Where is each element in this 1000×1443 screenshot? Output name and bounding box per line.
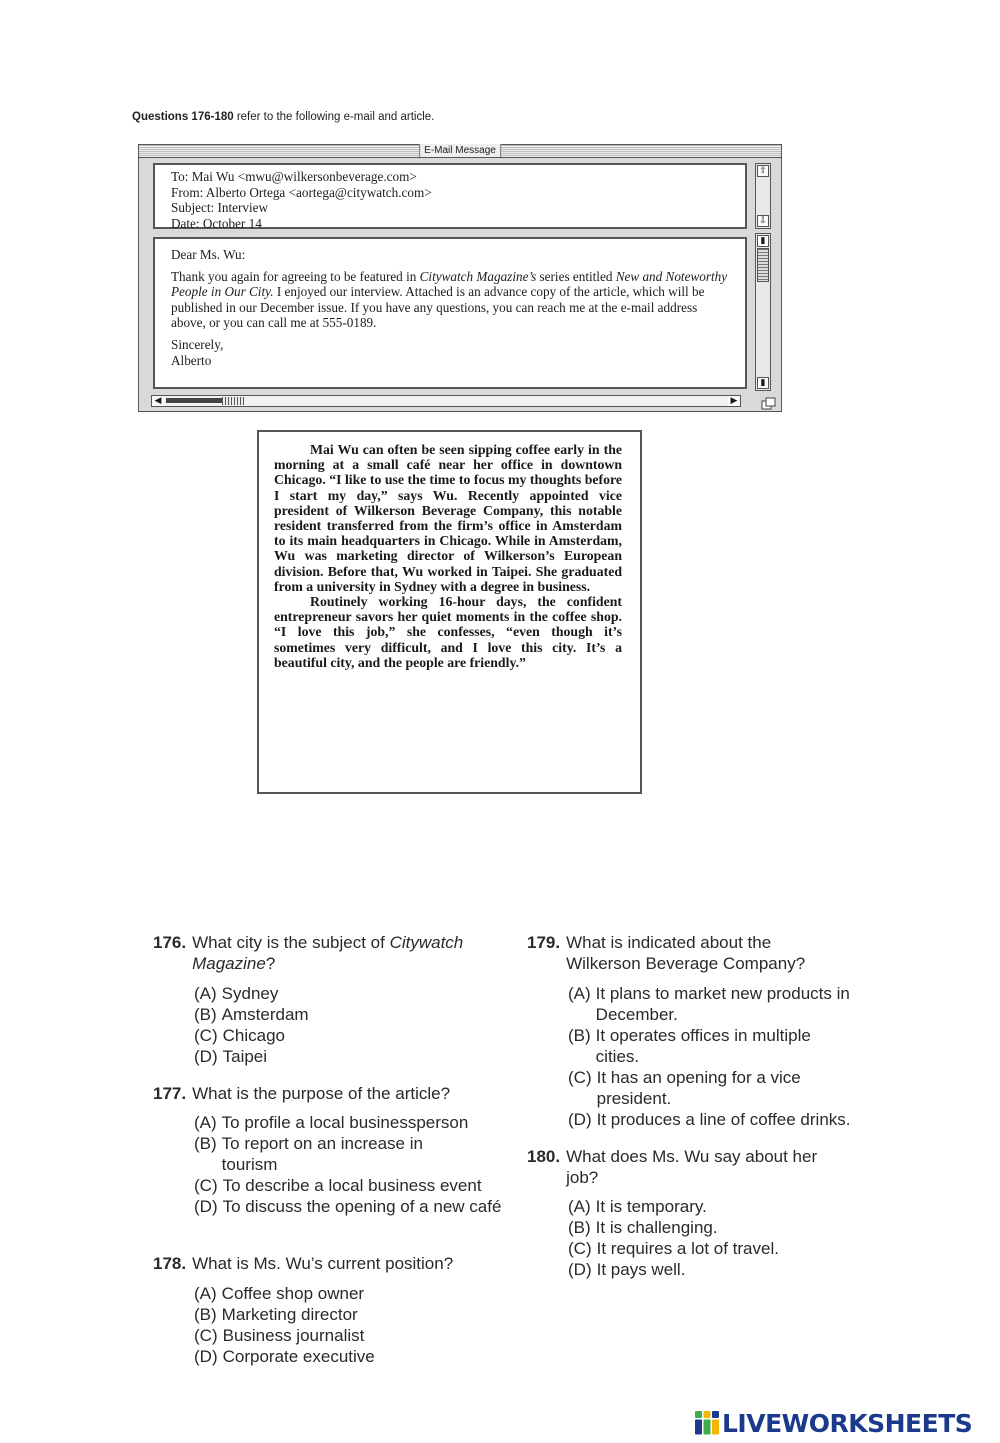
email-message-mid: series entitled <box>536 268 616 284</box>
questions-right-column <box>527 932 887 1292</box>
scroll-thumb[interactable] <box>757 248 769 282</box>
answer-option[interactable] <box>194 1304 515 1325</box>
answer-option[interactable] <box>568 1259 887 1280</box>
question-stem: What is Ms. Wu’s current position? <box>192 1254 454 1273</box>
question-number: 177. <box>153 1084 187 1103</box>
option-letter: (D) <box>194 1047 218 1066</box>
email-header <box>153 163 747 229</box>
option-letter: (D) <box>194 1347 218 1366</box>
email-message <box>171 269 729 331</box>
option-letter: (B) <box>568 1218 591 1237</box>
questions-intro-rest: refer to the following e-mail and article. <box>233 111 435 123</box>
option-letter: (C) <box>568 1068 592 1087</box>
article-paragraph-2: Routinely working 16-hour days, the confident entrepreneur savors her quiet moments in the coffee shop. “I love this job,” she confesses, “even though it’s sometimes very difficult, and I love this city. It’s a beautiful city, and the people are friendly.” <box>274 594 622 670</box>
answer-option[interactable] <box>568 1109 887 1130</box>
email-window-title: E-Mail Message <box>419 144 501 157</box>
answer-option[interactable] <box>568 1196 887 1217</box>
scroll-bottom-icon[interactable]: ▮ <box>757 377 769 389</box>
option-text: It pays well. <box>596 1260 686 1279</box>
answer-option[interactable] <box>194 1325 515 1346</box>
answer-option[interactable] <box>194 983 515 1004</box>
email-date: Date: October 14 <box>171 215 262 231</box>
option-letter: (A) <box>568 984 591 1003</box>
question-number: 179. <box>527 933 561 952</box>
answer-option[interactable] <box>194 1025 515 1046</box>
option-text: Corporate executive <box>222 1347 375 1366</box>
option-letter: (A) <box>194 984 217 1003</box>
option-letter: (A) <box>194 1284 217 1303</box>
answer-option[interactable] <box>568 1238 887 1259</box>
answer-option[interactable] <box>568 1067 887 1109</box>
option-letter: (B) <box>194 1134 217 1153</box>
question-stem-magazine: Citywatch Magazine <box>192 933 464 973</box>
question-number: 180. <box>527 1147 561 1166</box>
option-text: Taipei <box>222 1047 268 1066</box>
resize-corner-icon[interactable] <box>761 397 777 411</box>
scroll-top-icon[interactable]: ▮ <box>757 235 769 247</box>
email-magazine-name: Citywatch Magazine’s <box>419 268 537 284</box>
liveworksheets-logo[interactable] <box>694 1408 972 1438</box>
option-text: To report on an increase in tourism <box>221 1134 423 1174</box>
email-signature: Alberto <box>171 352 212 368</box>
question-stem-pre: What city is the subject of <box>192 933 390 952</box>
option-text: Chicago <box>222 1026 285 1045</box>
article <box>257 430 642 794</box>
question-180 <box>527 1146 887 1280</box>
option-text: Amsterdam <box>221 1005 309 1024</box>
question-stem: What is indicated about the Wilkerson Beverage Company? <box>566 933 806 973</box>
option-letter: (A) <box>568 1197 591 1216</box>
answer-option[interactable] <box>194 1004 515 1025</box>
email-titlebar <box>139 145 781 158</box>
answer-option[interactable] <box>194 1346 515 1367</box>
question-stem: What does Ms. Wu say about her job? <box>566 1147 818 1187</box>
option-letter: (C) <box>194 1026 218 1045</box>
questions-range: Questions 176-180 <box>132 111 234 123</box>
option-letter: (C) <box>194 1326 218 1345</box>
scroll-down-icon[interactable]: ⇩ <box>757 215 769 227</box>
option-text: Sydney <box>221 984 279 1003</box>
header-scrollbar[interactable] <box>755 163 771 229</box>
option-text: To discuss the opening of a new café <box>222 1197 502 1216</box>
question-176 <box>153 932 515 1067</box>
option-text: It produces a line of coffee drinks. <box>596 1110 851 1129</box>
option-text: It is challenging. <box>595 1218 718 1237</box>
email-from: From: Alberto Ortega <aortega@citywatch.com> <box>171 184 432 200</box>
body-scrollbar[interactable] <box>755 233 771 391</box>
answer-option[interactable] <box>194 1046 515 1067</box>
scroll-right-icon[interactable]: ▶ <box>728 396 740 406</box>
article-paragraph-1: Mai Wu can often be seen sipping coffee early in the morning at a small café near her office in downtown Chicago. “I like to use the time to focus my thoughts before I start my day,” says Wu. Recently appointed vice president of Wilkerson Beverage Company, this notable resident transferred from the firm’s office in Amsterdam to its main headquarters in Chicago. While in Amsterdam, Wu was marketing director of Wilkerson’s European division. Before that, Wu worked in Taipei. She graduated from a university in Sydney with a degree in business. <box>274 442 622 594</box>
answer-option[interactable] <box>568 1025 887 1067</box>
answer-option[interactable] <box>194 1196 515 1217</box>
option-text: Marketing director <box>221 1305 358 1324</box>
email-to: To: Mai Wu <mwu@wilkersonbeverage.com> <box>171 169 417 184</box>
answer-option[interactable] <box>194 1133 515 1175</box>
question-stem <box>192 932 515 974</box>
option-letter: (B) <box>194 1305 217 1324</box>
answer-option[interactable] <box>194 1112 515 1133</box>
option-letter: (B) <box>568 1026 591 1045</box>
option-letter: (D) <box>568 1110 592 1129</box>
email-body <box>153 237 747 389</box>
option-letter: (A) <box>194 1113 217 1132</box>
email-message-pre: Thank you again for agreeing to be featured in <box>171 268 420 284</box>
option-letter: (C) <box>194 1176 218 1195</box>
question-stem-post: ? <box>265 954 276 973</box>
question-number: 178. <box>153 1254 187 1273</box>
horizontal-scrollbar[interactable] <box>151 395 741 407</box>
email-subject: Subject: Interview <box>171 200 269 216</box>
question-179 <box>527 932 887 1130</box>
liveworksheets-logo-icon <box>694 1410 720 1436</box>
horizontal-scroll-grip[interactable] <box>222 397 246 405</box>
answer-option[interactable] <box>194 1175 515 1196</box>
option-text: It requires a lot of travel. <box>596 1239 779 1258</box>
question-number: 176. <box>153 933 187 952</box>
scroll-left-icon[interactable]: ◀ <box>152 396 164 406</box>
questions-left-column <box>153 932 515 1372</box>
answer-option[interactable] <box>568 1217 887 1238</box>
option-text: To profile a local businessperson <box>221 1113 469 1132</box>
questions-intro <box>132 111 434 123</box>
option-text: It plans to market new products in December. <box>595 984 850 1024</box>
option-text: Business journalist <box>222 1326 365 1345</box>
question-177 <box>153 1083 515 1217</box>
option-text: Coffee shop owner <box>221 1284 365 1303</box>
option-letter: (D) <box>568 1260 592 1279</box>
email-series-name: New and Noteworthy People in Our City. <box>171 268 728 300</box>
question-stem: What is the purpose of the article? <box>192 1084 451 1103</box>
email-window <box>138 144 782 412</box>
option-text: To describe a local business event <box>222 1176 482 1195</box>
email-closing: Sincerely, <box>171 336 224 352</box>
answer-option[interactable] <box>194 1283 515 1304</box>
option-letter: (C) <box>568 1239 592 1258</box>
question-178 <box>153 1253 515 1367</box>
email-greeting: Dear Ms. Wu: <box>171 247 246 262</box>
option-text: It is temporary. <box>595 1197 707 1216</box>
email-message-post: I enjoyed our interview. Attached is an advance copy of the article, which will be published in our December issue. If you have any questions, you can reach me at the e-mail address above, or you can call me at 555-0189. <box>171 284 705 331</box>
option-letter: (B) <box>194 1005 217 1024</box>
logo-text: LIVEWORKSHEETS <box>722 1408 973 1438</box>
scroll-up-icon[interactable]: ⇧ <box>757 165 769 177</box>
option-letter: (D) <box>194 1197 218 1216</box>
option-text: It has an opening for a vice president. <box>596 1068 801 1108</box>
answer-option[interactable] <box>568 983 887 1025</box>
option-text: It operates offices in multiple cities. <box>595 1026 811 1066</box>
